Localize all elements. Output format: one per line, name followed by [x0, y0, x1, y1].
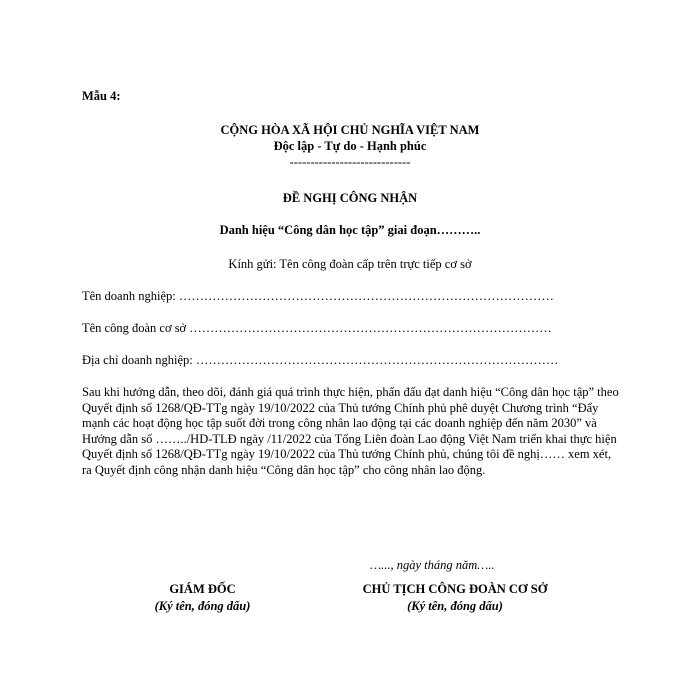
- union-chair-sign-note: (Ký tên, đóng dấu): [407, 599, 503, 613]
- document-subtitle: Danh hiệu “Công dân học tập” giai đoạn………..: [219, 223, 481, 237]
- union-chair-signature-block: [335, 581, 575, 615]
- form-label: Mẫu 4:: [82, 89, 121, 103]
- enterprise-address-field: Địa chỉ doanh nghiệp: ……………………………………………………………………………: [82, 353, 559, 367]
- country-name: CỘNG HÒA XÃ HỘI CHỦ NGHĨA VIỆT NAM: [220, 123, 480, 137]
- union-name-field: Tên công đoàn cơ sở ……………………………………………………………………………: [82, 321, 552, 335]
- document-title: ĐỀ NGHỊ CÔNG NHẬN: [282, 191, 418, 205]
- enterprise-name-field: Tên doanh nghiệp: ………………………………………………………………………………: [82, 289, 554, 303]
- director-signature-block: [110, 581, 295, 615]
- national-motto: Độc lập - Tự do - Hạnh phúc: [273, 139, 427, 153]
- national-header: [150, 122, 550, 170]
- director-title: GIÁM ĐỐC: [169, 582, 236, 596]
- body-paragraph: Sau khi hướng dẫn, theo dõi, đánh giá quá trình thực hiện, phấn đấu đạt danh hiệu “Công dân học tập” theo Quyết định số 1268/QĐ-TTg ngày 19/10/2022 của Thủ tướng Chính phủ phê duyệt Chương trình “Đẩy mạnh các hoạt động học tập suốt đời trong công nhân lao động tại các doanh nghiệp đến năm 2030” và Hướng dẫn số ……../HD-TLĐ ngày /11/2022 của Tổng Liên đoàn Lao động Việt Nam triển khai thực hiện Quyết định số 1268/QĐ-TTg ngày 19/10/2022 của Thủ tướng Chính phủ, chúng tôi đề nghị…… xem xét, ra Quyết định công nhận danh hiệu “Công dân học tập” cho công nhân lao động.: [82, 385, 619, 477]
- header-separator: -----------------------------: [289, 155, 411, 169]
- recipient-line: Kính gửi: Tên công đoàn cấp trên trực tiếp cơ sở: [228, 257, 472, 271]
- union-chair-title: CHỦ TỊCH CÔNG ĐOÀN CƠ SỞ: [362, 582, 548, 596]
- director-sign-note: (Ký tên, đóng dấu): [154, 599, 251, 613]
- date-line: …..., ngày tháng năm…..: [370, 558, 495, 572]
